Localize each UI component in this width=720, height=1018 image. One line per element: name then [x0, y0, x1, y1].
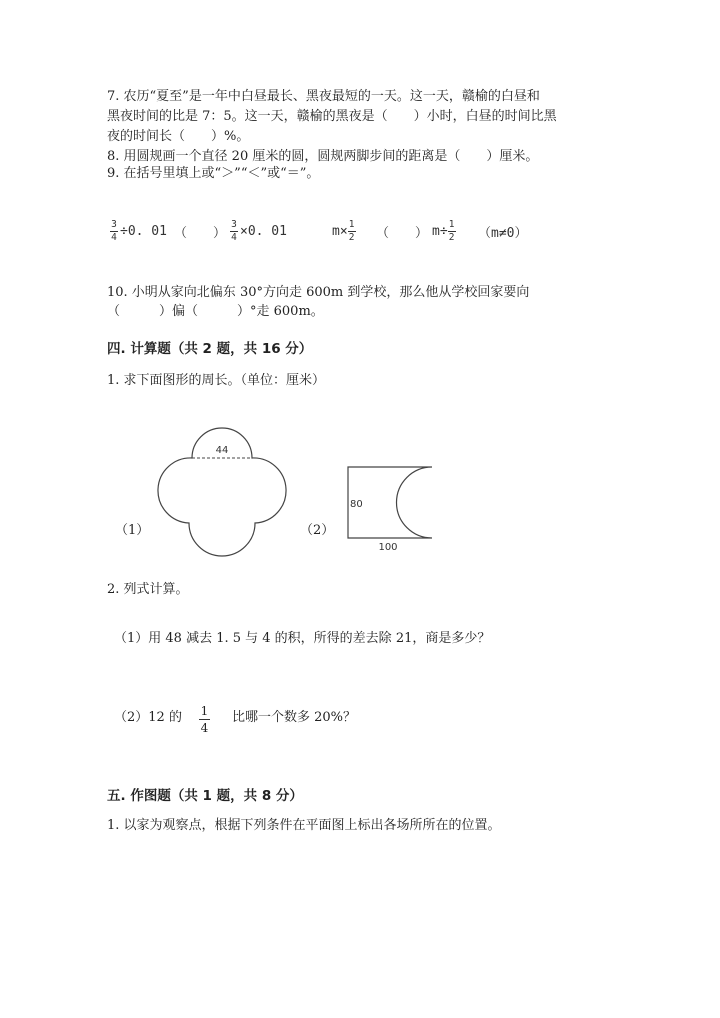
q10-line-2: （ ）偏（ ）°走 600m。 — [107, 304, 324, 319]
calc2-sub-2-post: 比哪一个数多 20%？ — [232, 710, 357, 725]
calc2-fraction — [199, 704, 210, 735]
fig2-width: 100 — [378, 542, 398, 553]
operator-text: m÷ — [432, 223, 448, 239]
draw1-text: 1. 以家为观察点，根据下列条件在平面图上标出各场所所在的位置。 — [107, 818, 501, 833]
rectangle-semicircle-figure — [340, 460, 450, 555]
section-5-title: 五. 作图题（共 1 题，共 8 分） — [107, 788, 303, 804]
fraction: $\frac{1}{2}$ — [448, 218, 455, 243]
fraction: $\frac{3}{4}$ — [231, 218, 237, 243]
fig1-label: （1） — [115, 523, 150, 538]
numerator: 1 — [200, 704, 209, 718]
calc1-text: 1. 求下面图形的周长。（单位：厘米） — [107, 373, 326, 388]
operator-text: ÷0. 01 — [120, 223, 167, 239]
q7-line-3: 夜的时间长（ ）%。 — [107, 129, 250, 144]
q9-expressions — [110, 214, 570, 248]
q9-expr-1-left — [110, 214, 167, 248]
fraction: $\frac{1}{2}$ — [348, 218, 355, 243]
q8-text: 8. 用圆规画一个直径 20 厘米的圆，圆规两脚步间的距离是（ ）厘米。 — [107, 149, 539, 164]
q10-line-1: 10. 小明从家向北偏东 30°方向走 600m 到学校，那么他从学校回家要向 — [107, 285, 530, 300]
section-4-title: 四. 计算题（共 2 题，共 16 分） — [107, 341, 313, 357]
q9-blank-2[interactable]: （ ） — [376, 226, 429, 241]
fig2-height: 80 — [350, 499, 363, 510]
q7-line-2: 黑夜时间的比是 7：5。这一天，赣榆的黑夜是（ ）小时，白昼的时间比黑 — [107, 109, 557, 124]
calc2-text: 2. 列式计算。 — [107, 582, 189, 597]
q9-blank-1[interactable]: （ ） — [174, 226, 227, 241]
q9-condition: （m≠0） — [478, 226, 528, 241]
q9-expr-2-left — [332, 214, 358, 248]
calc2-sub-1: （1）用 48 减去 1. 5 与 4 的积，所得的差去除 21，商是多少？ — [114, 631, 491, 646]
operator-text: m× — [332, 223, 348, 239]
q9-text: 9. 在括号里填上或“＞”“＜”或“＝”。 — [107, 166, 320, 181]
q9-expr-2-right — [432, 214, 458, 248]
flower-figure — [150, 415, 300, 560]
fig2-label: （2） — [300, 523, 335, 538]
fig1-value: 44 — [215, 445, 229, 456]
operator-text: ×0. 01 — [240, 223, 287, 239]
q7-line-1: 7. 农历“夏至”是一年中白昼最长、黑夜最短的一天。这一天，赣榆的白昼和 — [107, 89, 540, 104]
q9-expr-1-right — [230, 214, 287, 248]
calc2-sub-2-pre: （2）12 的 — [114, 710, 182, 725]
denominator: 4 — [200, 721, 209, 735]
fraction: $\frac{3}{4}$ — [111, 218, 117, 243]
